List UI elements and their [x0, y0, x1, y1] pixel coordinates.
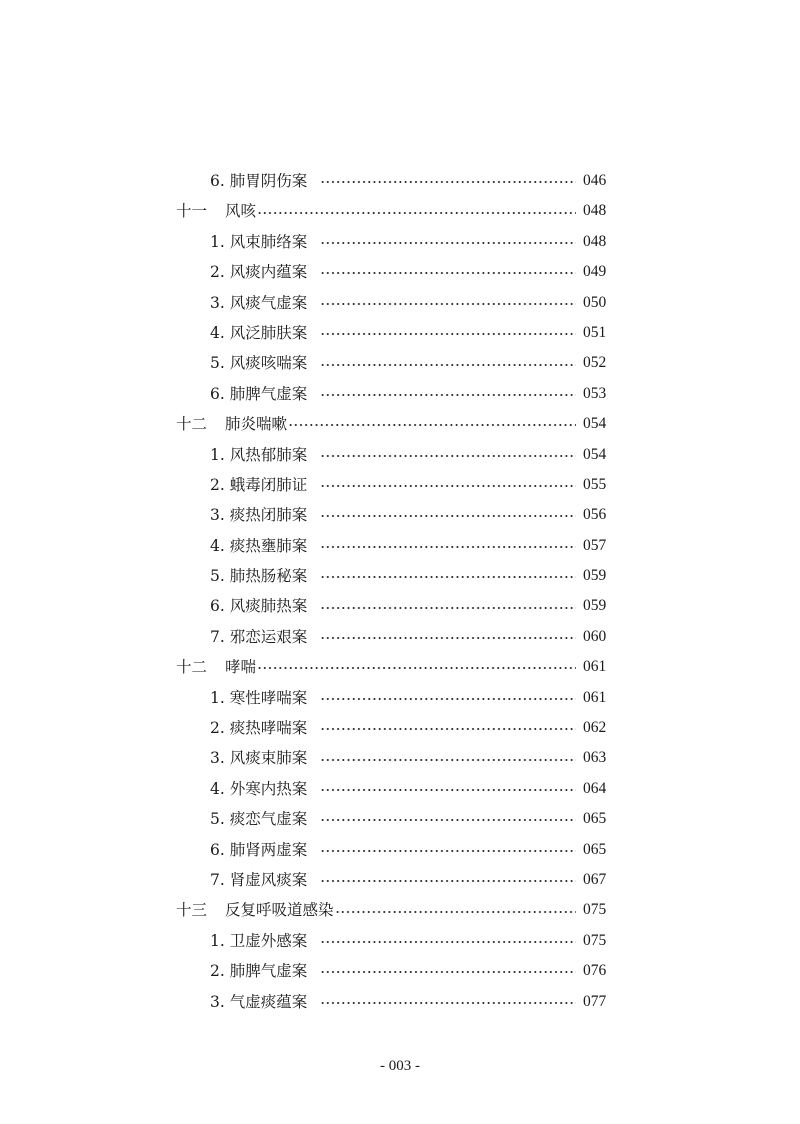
entry-page: 059	[583, 597, 607, 615]
entry-page: 065	[583, 840, 607, 858]
entry-page: 064	[583, 779, 607, 797]
toc-entry[interactable]	[0, 591, 800, 621]
entry-page: 065	[583, 810, 607, 828]
toc-entry[interactable]	[0, 440, 800, 470]
entry-page: 054	[583, 445, 607, 463]
entry-title: 5. 风痰咳喘案	[210, 354, 308, 373]
toc-entry[interactable]	[0, 500, 800, 530]
entry-title: 3. 痰热闭肺案	[210, 506, 308, 525]
entry-page: 061	[583, 658, 607, 676]
toc-section[interactable]	[0, 196, 800, 226]
entry-page: 060	[583, 627, 607, 645]
entry-title: 4. 风泛肺肤案	[210, 323, 308, 342]
dot-leader	[335, 895, 576, 925]
entry-title: 1. 风束肺络案	[210, 232, 308, 251]
toc-entry[interactable]	[0, 318, 800, 348]
entry-title: 3. 风痰束肺案	[210, 749, 308, 768]
dot-leader	[320, 926, 576, 956]
dot-leader	[320, 318, 576, 348]
dot-leader	[320, 531, 576, 561]
entry-page: 077	[583, 992, 607, 1010]
toc-entry[interactable]	[0, 257, 800, 287]
entry-page: 061	[583, 688, 607, 706]
toc-entry[interactable]	[0, 835, 800, 865]
entry-title: 2. 风痰内蕴案	[210, 263, 308, 282]
entry-page: 067	[583, 870, 607, 888]
entry-title: 1. 风热郁肺案	[210, 445, 308, 464]
entry-page: 052	[583, 354, 607, 372]
entry-page: 056	[583, 506, 607, 524]
dot-leader	[320, 288, 576, 318]
toc-entry[interactable]	[0, 804, 800, 834]
entry-page: 063	[583, 749, 607, 767]
entry-page: 062	[583, 719, 607, 737]
dot-leader	[320, 865, 576, 895]
dot-leader	[320, 774, 576, 804]
toc-section[interactable]	[0, 652, 800, 682]
toc-entry[interactable]	[0, 865, 800, 895]
entry-title: 1. 卫虚外感案	[210, 931, 308, 950]
toc-entry[interactable]	[0, 348, 800, 378]
dot-leader	[320, 348, 576, 378]
dot-leader	[320, 166, 576, 196]
toc-entry[interactable]	[0, 956, 800, 986]
dot-leader	[320, 987, 576, 1017]
dot-leader	[320, 591, 576, 621]
dot-leader	[288, 409, 576, 439]
dot-leader	[320, 379, 576, 409]
toc-entry[interactable]	[0, 743, 800, 773]
entry-title: 5. 痰恋气虚案	[210, 810, 308, 829]
toc-entry[interactable]	[0, 683, 800, 713]
toc-entry[interactable]	[0, 531, 800, 561]
toc-entry[interactable]	[0, 926, 800, 956]
section-number: 十二	[176, 415, 208, 434]
entry-page: 075	[583, 931, 607, 949]
dot-leader	[320, 743, 576, 773]
toc-entry[interactable]	[0, 622, 800, 652]
entry-title: 3. 风痰气虚案	[210, 293, 308, 312]
entry-page: 053	[583, 384, 607, 402]
entry-page: 075	[583, 901, 607, 919]
dot-leader	[257, 196, 576, 226]
dot-leader	[320, 956, 576, 986]
section-title: 肺炎喘嗽	[225, 415, 288, 434]
section-title: 反复呼吸道感染	[225, 901, 334, 920]
section-title: 风咳	[225, 202, 257, 221]
entry-page: 051	[583, 323, 607, 341]
entry-title: 6. 风痰肺热案	[210, 597, 308, 616]
entry-page: 046	[583, 172, 607, 189]
section-title: 哮喘	[225, 658, 257, 677]
entry-title: 6. 肺胃阴伤案	[210, 172, 308, 190]
entry-title: 7. 邪恋运艰案	[210, 627, 308, 646]
dot-leader	[320, 683, 576, 713]
toc-entry[interactable]	[0, 379, 800, 409]
toc-entry[interactable]	[0, 470, 800, 500]
toc-entry[interactable]	[0, 774, 800, 804]
entry-title: 1. 寒性哮喘案	[210, 688, 308, 707]
dot-leader	[320, 500, 576, 530]
entry-title: 6. 肺脾气虚案	[210, 384, 308, 403]
dot-leader	[320, 561, 576, 591]
toc-entry[interactable]	[0, 987, 800, 1017]
entry-title: 2. 蛾毒闭肺证	[210, 475, 308, 494]
entry-page: 059	[583, 567, 607, 585]
dot-leader	[320, 227, 576, 257]
entry-page: 048	[583, 202, 607, 220]
entry-page: 048	[583, 232, 607, 250]
entry-title: 2. 肺脾气虚案	[210, 962, 308, 981]
entry-page: 050	[583, 293, 607, 311]
entry-title: 5. 肺热肠秘案	[210, 567, 308, 586]
dot-leader	[320, 622, 576, 652]
dot-leader	[320, 257, 576, 287]
entry-title: 7. 肾虚风痰案	[210, 870, 308, 889]
entry-page: 054	[583, 415, 607, 433]
entry-title: 2. 痰热哮喘案	[210, 719, 308, 738]
entry-page: 076	[583, 962, 607, 980]
dot-leader	[320, 470, 576, 500]
page-number: - 003 -	[380, 1058, 420, 1074]
dot-leader	[257, 652, 576, 682]
dot-leader	[320, 440, 576, 470]
section-number: 十三	[176, 901, 208, 920]
dot-leader	[320, 804, 576, 834]
dot-leader	[320, 713, 576, 743]
entry-title: 3. 气虚痰蕴案	[210, 992, 308, 1011]
entry-page: 055	[583, 475, 607, 493]
section-number: 十一	[176, 202, 208, 221]
dot-leader	[320, 835, 576, 865]
toc-entry[interactable]	[0, 227, 800, 257]
toc-entry[interactable]	[0, 288, 800, 318]
toc-entry[interactable]	[0, 561, 800, 591]
entry-page: 057	[583, 536, 607, 554]
section-number: 十二	[176, 658, 208, 677]
toc-entry[interactable]	[0, 713, 800, 743]
toc-entry[interactable]	[0, 166, 800, 196]
entry-title: 6. 肺肾两虚案	[210, 840, 308, 859]
entry-page: 049	[583, 263, 607, 281]
toc-section[interactable]	[0, 895, 800, 925]
entry-title: 4. 痰热壅肺案	[210, 536, 308, 555]
table-of-contents	[0, 166, 800, 1017]
entry-title: 4. 外寒内热案	[210, 779, 308, 798]
toc-section[interactable]	[0, 409, 800, 439]
